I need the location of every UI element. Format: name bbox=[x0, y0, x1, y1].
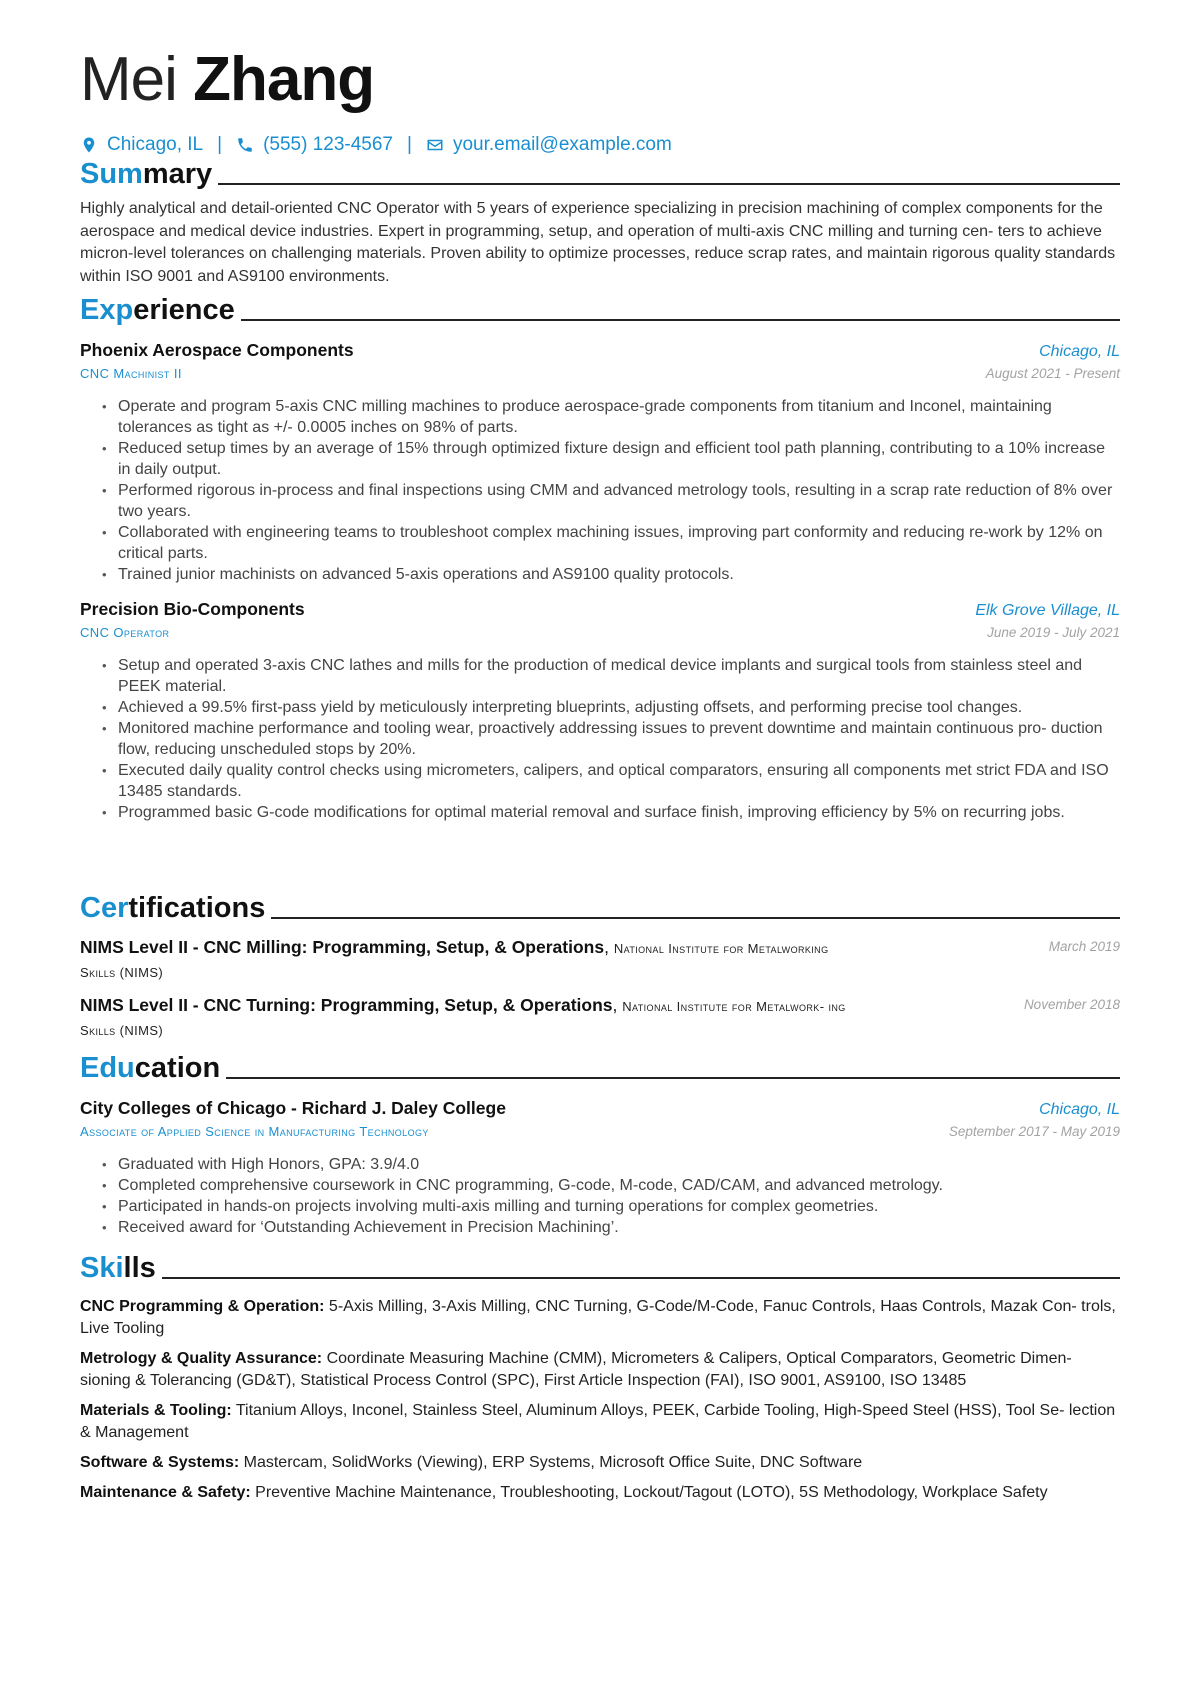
job-org: Precision Bio-Components bbox=[80, 599, 305, 619]
section-header bbox=[80, 1050, 1120, 1086]
certification-date: November 2018 bbox=[1023, 997, 1120, 1012]
experience-section bbox=[80, 292, 1120, 823]
skill-label: Maintenance & Safety: bbox=[80, 1484, 251, 1501]
section-title: Education bbox=[80, 1052, 221, 1084]
map-pin-icon bbox=[80, 136, 98, 154]
skill-row bbox=[80, 1400, 1120, 1444]
last-name: Zhang bbox=[193, 45, 375, 114]
candidate-name bbox=[80, 42, 374, 118]
skill-label: Software & Systems: bbox=[80, 1454, 240, 1471]
degree: Associate of Applied Science in Manufacturing Technology bbox=[80, 1124, 429, 1139]
job-dates: August 2021 - Present bbox=[985, 366, 1120, 381]
education-bullets bbox=[80, 1154, 1120, 1238]
certification-date: March 2019 bbox=[1048, 939, 1120, 954]
section-title: Skills bbox=[80, 1252, 156, 1284]
list-item: • Graduated with High Honors, GPA: 3.9/4.0 bbox=[118, 1154, 1120, 1175]
list-item: • Executed daily quality control checks using micrometers, calipers, and optical comparators, ensuring all components met strict FDA and ISO 13485 standards. bbox=[118, 760, 1120, 802]
section-header bbox=[80, 890, 1120, 926]
list-item: • Received award for ‘Outstanding Achievement in Precision Machining’. bbox=[118, 1217, 1120, 1238]
certification-name: NIMS Level II - CNC Turning: Programming, Setup, & Operations bbox=[80, 995, 613, 1015]
contact-line bbox=[80, 132, 672, 158]
email-link[interactable]: your.email@example.com bbox=[452, 134, 672, 155]
job-bullets bbox=[80, 655, 1120, 823]
contact-location bbox=[80, 132, 203, 158]
first-name: Mei bbox=[80, 45, 177, 114]
certification-item: NIMS Level II - CNC Turning: Programming, Setup, & Operations, National Institute for Metalwork- ing Skills (NIMS) November 2018 bbox=[80, 995, 1120, 1038]
certification-name: NIMS Level II - CNC Milling: Programming, Setup, & Operations bbox=[80, 937, 605, 957]
job-role: CNC Machinist II bbox=[80, 366, 182, 381]
skills-section bbox=[80, 1250, 1120, 1512]
education-entry bbox=[80, 1096, 1120, 1238]
skill-row bbox=[80, 1348, 1120, 1392]
skill-row bbox=[80, 1482, 1120, 1504]
contact-separator: | bbox=[407, 134, 412, 155]
skill-row bbox=[80, 1296, 1120, 1340]
list-item: • Operate and program 5-axis CNC milling machines to produce aerospace-grade components from titanium and Inconel, maintaining tolerances as tight as +/- 0.0005 inches on 98% of parts. bbox=[118, 396, 1120, 438]
skill-value: Titanium Alloys, Inconel, Stainless Steel, Aluminum Alloys, PEEK, Carbide Tooling, High-Speed Steel (HSS), Tool Se- lection & Management bbox=[80, 1402, 1116, 1441]
summary-text: Highly analytical and detail-oriented CNC Operator with 5 years of experience specializing in precision machining of complex components for the aerospace and medical device industries. Expert in programming, setup, and operation of multi-axis CNC milling and turning cen- ters to achieve micron-level tolerances on challenging materials. Proven ability to optimize processes, reduce scrap rates, and maintain rigorous quality standards within ISO 9001 and AS9100 environments. bbox=[80, 200, 1116, 285]
certification-item: NIMS Level II - CNC Milling: Programming, Setup, & Operations, National Institute for Metalworking Skills (NIMS) March 2019 bbox=[80, 937, 1120, 980]
job-entry bbox=[80, 597, 1120, 823]
list-item: • Collaborated with engineering teams to troubleshoot complex machining issues, improving part conformity and reducing re-work by 12% on critical parts. bbox=[118, 522, 1120, 564]
school-location: Chicago, IL bbox=[1039, 1101, 1120, 1118]
list-item: • Trained junior machinists on advanced 5-axis operations and AS9100 quality protocols. bbox=[118, 564, 1120, 585]
skill-value: Mastercam, SolidWorks (Viewing), ERP Systems, Microsoft Office Suite, DNC Software bbox=[243, 1454, 863, 1471]
job-dates: June 2019 - July 2021 bbox=[987, 625, 1120, 640]
certifications-section bbox=[80, 890, 1120, 1042]
job-bullets bbox=[80, 396, 1120, 585]
section-rule bbox=[271, 917, 1120, 919]
section-header bbox=[80, 156, 1120, 192]
contact-email[interactable] bbox=[426, 132, 672, 158]
summary-section bbox=[80, 156, 1120, 288]
section-rule bbox=[162, 1277, 1120, 1279]
section-rule bbox=[218, 183, 1120, 185]
list-item: • Achieved a 99.5% first-pass yield by meticulously interpreting blueprints, adjusting offsets, and performing precise tool changes. bbox=[118, 697, 1120, 718]
section-rule bbox=[241, 319, 1120, 321]
education-section bbox=[80, 1050, 1120, 1238]
list-item: • Performed rigorous in-process and final inspections using CMM and advanced metrology tools, resulting in a scrap rate reduction of 8% over two years. bbox=[118, 480, 1120, 522]
contact-separator: | bbox=[217, 134, 223, 155]
certification-issuer: National Institute for Metalworking Skills (NIMS) bbox=[80, 941, 829, 980]
list-item: • Participated in hands-on projects involving multi-axis milling and turning operations for complex geometries. bbox=[118, 1196, 1120, 1217]
envelope-icon bbox=[426, 136, 444, 154]
job-role: CNC Operator bbox=[80, 625, 170, 640]
list-item: • Setup and operated 3-axis CNC lathes and mills for the production of medical device implants and surgical tools from stainless steel and PEEK material. bbox=[118, 655, 1120, 697]
skill-label: CNC Programming & Operation: bbox=[80, 1298, 325, 1315]
skill-label: Materials & Tooling: bbox=[80, 1402, 232, 1419]
section-rule bbox=[226, 1077, 1120, 1079]
section-title: Experience bbox=[80, 294, 235, 326]
job-location: Elk Grove Village, IL bbox=[975, 602, 1120, 619]
phone-text: (555) 123-4567 bbox=[263, 134, 393, 155]
job-org: Phoenix Aerospace Components bbox=[80, 340, 354, 360]
certification-issuer: National Institute for Metalwork- ing Skills (NIMS) bbox=[80, 999, 846, 1038]
skill-label: Metrology & Quality Assurance: bbox=[80, 1350, 323, 1367]
skill-value: Coordinate Measuring Machine (CMM), Micrometers & Calipers, Optical Comparators, Geometric Dimen- sioning & Tolerancing (GD&T), Statistical Process Control (SPC), First Article Inspection (FAI), ISO 9001, AS9100, ISO 13485 bbox=[80, 1350, 1072, 1389]
contact-phone[interactable] bbox=[236, 132, 393, 158]
location-text: Chicago, IL bbox=[107, 134, 204, 155]
skills-list bbox=[80, 1296, 1120, 1504]
skill-value: 5-Axis Milling, 3-Axis Milling, CNC Turning, G-Code/M-Code, Fanuc Controls, Haas Controls, Mazak Con- trols, Live Tooling bbox=[80, 1298, 1116, 1337]
section-header bbox=[80, 292, 1120, 328]
list-item: • Reduced setup times by an average of 15% through optimized fixture design and efficient tool path planning, contributing to a 10% increase in daily output. bbox=[118, 438, 1120, 480]
list-item: • Monitored machine performance and tooling wear, proactively addressing issues to prevent downtime and maintain continuous pro- duction flow, reducing unscheduled stops by 20%. bbox=[118, 718, 1120, 760]
job-location: Chicago, IL bbox=[1039, 343, 1120, 360]
section-title: Certifications bbox=[80, 892, 266, 924]
education-dates: September 2017 - May 2019 bbox=[948, 1124, 1120, 1139]
phone-icon bbox=[236, 136, 254, 154]
job-entry bbox=[80, 338, 1120, 585]
skill-value: Preventive Machine Maintenance, Troubleshooting, Lockout/Tagout (LOTO), 5S Methodology, Workplace Safety bbox=[255, 1484, 1048, 1501]
skill-row bbox=[80, 1452, 1120, 1474]
school-name: City Colleges of Chicago - Richard J. Daley College bbox=[80, 1098, 506, 1118]
section-title: Summary bbox=[80, 158, 213, 190]
list-item: • Completed comprehensive coursework in CNC programming, G-code, M-code, CAD/CAM, and advanced metrology. bbox=[118, 1175, 1120, 1196]
section-header bbox=[80, 1250, 1120, 1286]
list-item: • Programmed basic G-code modifications for optimal material removal and surface finish, improving efficiency by 5% on recurring jobs. bbox=[118, 802, 1120, 823]
